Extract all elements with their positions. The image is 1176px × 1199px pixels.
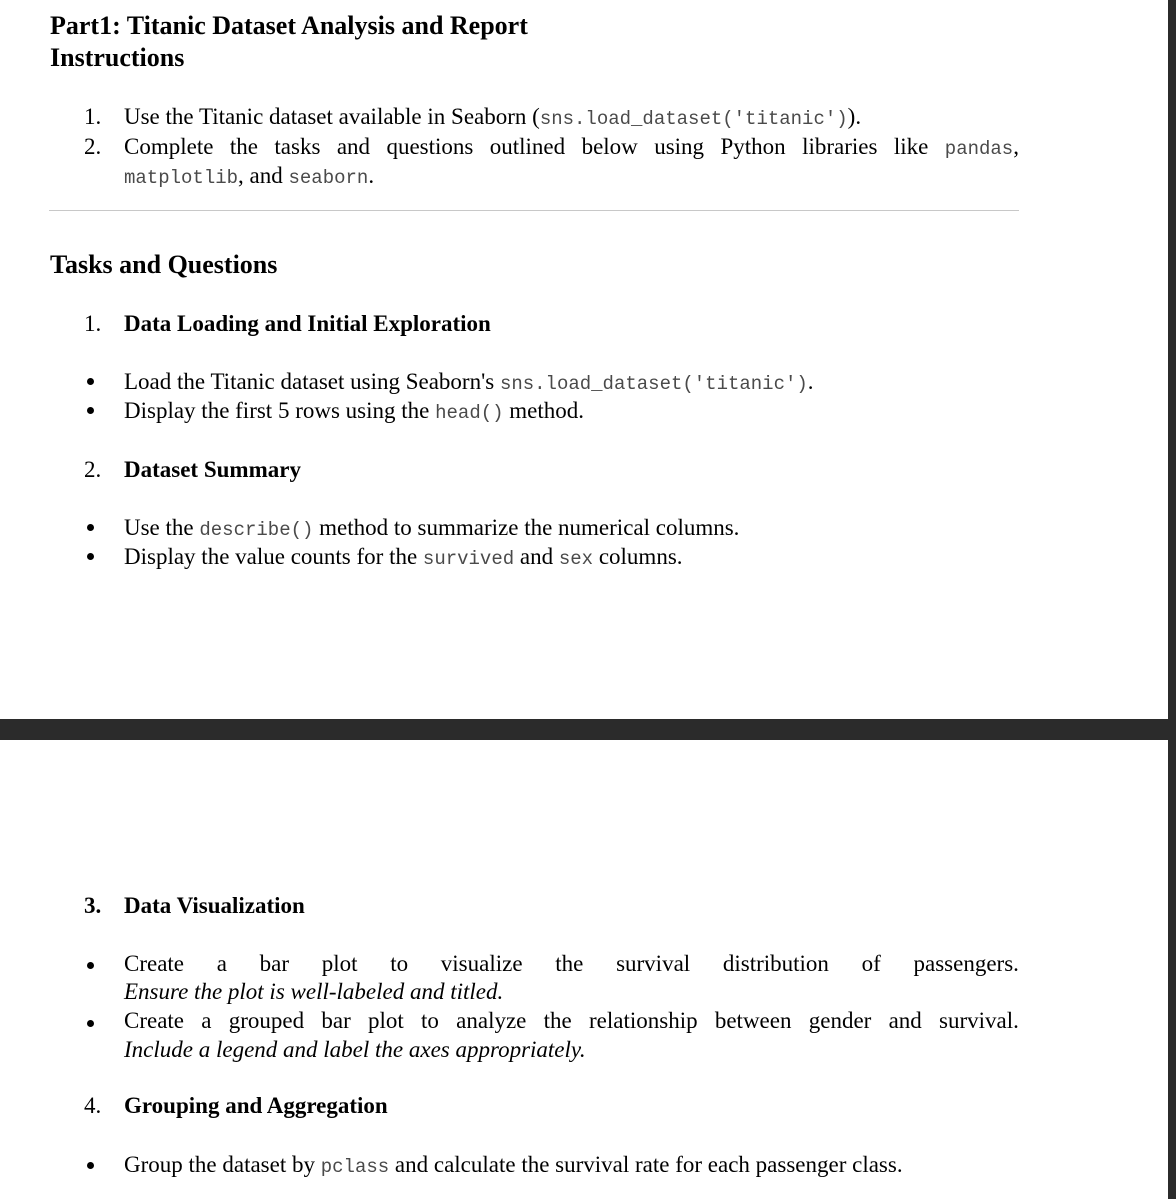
bullet-icon xyxy=(87,378,94,385)
text-segment: Use the xyxy=(124,515,200,540)
word: like xyxy=(893,134,929,159)
page-separator xyxy=(0,719,1176,740)
code-snippet: sns.load_dataset('titanic') xyxy=(539,108,848,130)
text-segment: and xyxy=(514,544,559,569)
word: plot xyxy=(367,1008,404,1033)
word: the xyxy=(543,1008,572,1033)
section-number: 4. xyxy=(84,1093,102,1118)
text-segment: Group the dataset by xyxy=(124,1152,321,1177)
list-item-line-2 xyxy=(124,1035,586,1064)
list-item-line-2 xyxy=(124,977,503,1006)
word: to xyxy=(421,1008,439,1033)
word: pandas, xyxy=(944,134,1019,160)
bullet-icon xyxy=(87,553,94,560)
instruction-2-line-2 xyxy=(124,161,374,193)
word: a xyxy=(216,951,227,976)
bullet-icon xyxy=(87,962,94,969)
list-item xyxy=(124,1150,903,1182)
section-title: Data Loading and Initial Exploration xyxy=(124,311,491,336)
word: and xyxy=(336,134,371,159)
word: libraries xyxy=(802,134,878,159)
section-heading-3 xyxy=(0,891,800,921)
word: the xyxy=(229,134,258,159)
code-snippet: head() xyxy=(435,402,504,424)
text-segment: Display the value counts for the xyxy=(124,544,423,569)
code-snippet: describe() xyxy=(199,519,314,541)
section-title: Data Visualization xyxy=(124,893,305,918)
text-segment: ). xyxy=(847,104,862,129)
horizontal-rule xyxy=(49,210,1019,211)
word: a xyxy=(201,1008,212,1033)
text-segment: Ensure the plot is well-labeled and titled. xyxy=(124,979,504,1004)
word: relationship xyxy=(589,1008,698,1033)
word: survival. xyxy=(939,1008,1019,1033)
text-segment: method. xyxy=(503,398,585,423)
code-snippet: survived xyxy=(422,548,515,570)
word: between xyxy=(714,1008,792,1033)
instruction-text xyxy=(124,102,861,134)
section-heading-4 xyxy=(0,1091,800,1121)
word: gender xyxy=(808,1008,872,1033)
word: outlined xyxy=(489,134,566,159)
section-title: Dataset Summary xyxy=(124,457,301,482)
word: below xyxy=(581,134,638,159)
instruction-number: 1. xyxy=(84,104,102,129)
instruction-number: 2. xyxy=(84,134,102,159)
code-snippet: matplotlib xyxy=(124,167,239,189)
word: questions xyxy=(386,134,474,159)
text-segment: Display the first 5 rows using the xyxy=(124,398,436,423)
text-segment: Use the Titanic dataset available in Seaborn ( xyxy=(124,104,540,129)
word: bar xyxy=(321,1008,351,1033)
section-title: Grouping and Aggregation xyxy=(124,1093,388,1118)
text-segment: . xyxy=(368,163,375,188)
list-item xyxy=(124,542,683,574)
word: Create xyxy=(124,1008,185,1033)
word: analyze xyxy=(456,1008,527,1033)
word: Python xyxy=(720,134,786,159)
text-segment: and calculate the survival rate for each passenger class. xyxy=(389,1152,903,1177)
word: and xyxy=(888,1008,922,1033)
list-item-line-1 xyxy=(124,1006,1019,1035)
bullet-icon xyxy=(87,407,94,414)
document-page-2 xyxy=(0,740,1168,1199)
word: of xyxy=(861,951,881,976)
text-segment: columns. xyxy=(593,544,683,569)
text-segment: Include a legend and label the axes appropriately. xyxy=(124,1037,586,1062)
document-title: Part1: Titanic Dataset Analysis and Report xyxy=(50,11,528,40)
code-snippet: pclass xyxy=(320,1156,390,1178)
bullet-icon xyxy=(87,1020,94,1027)
instructions-heading: Instructions xyxy=(50,43,185,72)
section-heading-2 xyxy=(0,455,800,485)
word: to xyxy=(390,951,409,976)
word: grouped xyxy=(228,1008,305,1033)
word: distribution xyxy=(722,951,829,976)
list-item-line-1 xyxy=(124,949,1019,978)
text-segment: method to summarize the numerical columns. xyxy=(313,515,740,540)
code-snippet: seaborn xyxy=(288,167,369,189)
text-segment: . xyxy=(807,369,814,394)
code-snippet: sns.load_dataset('titanic') xyxy=(499,373,808,395)
code-snippet: sex xyxy=(558,548,594,570)
word: Complete xyxy=(124,134,214,159)
list-item xyxy=(124,367,814,399)
code-snippet: pandas xyxy=(944,138,1014,160)
word: survival xyxy=(616,951,691,976)
list-item xyxy=(124,513,739,545)
word: plot xyxy=(321,951,358,976)
instruction-2-line-1 xyxy=(124,132,1019,164)
window-edge xyxy=(1168,0,1176,1199)
tasks-heading: Tasks and Questions xyxy=(50,250,278,279)
section-number: 1. xyxy=(84,311,102,336)
word: using xyxy=(654,134,705,159)
section-heading-1 xyxy=(0,309,800,339)
list-item xyxy=(124,396,584,428)
section-number: 3. xyxy=(84,893,102,918)
text-segment: , and xyxy=(238,163,289,188)
word: bar xyxy=(259,951,290,976)
bullet-icon xyxy=(87,524,94,531)
section-number: 2. xyxy=(84,457,102,482)
word: passengers. xyxy=(913,951,1019,976)
text-segment: Load the Titanic dataset using Seaborn's xyxy=(124,369,500,394)
word: Create xyxy=(124,951,185,976)
word: tasks xyxy=(274,134,321,159)
word: visualize xyxy=(440,951,523,976)
bullet-icon xyxy=(87,1162,94,1169)
word: the xyxy=(555,951,584,976)
